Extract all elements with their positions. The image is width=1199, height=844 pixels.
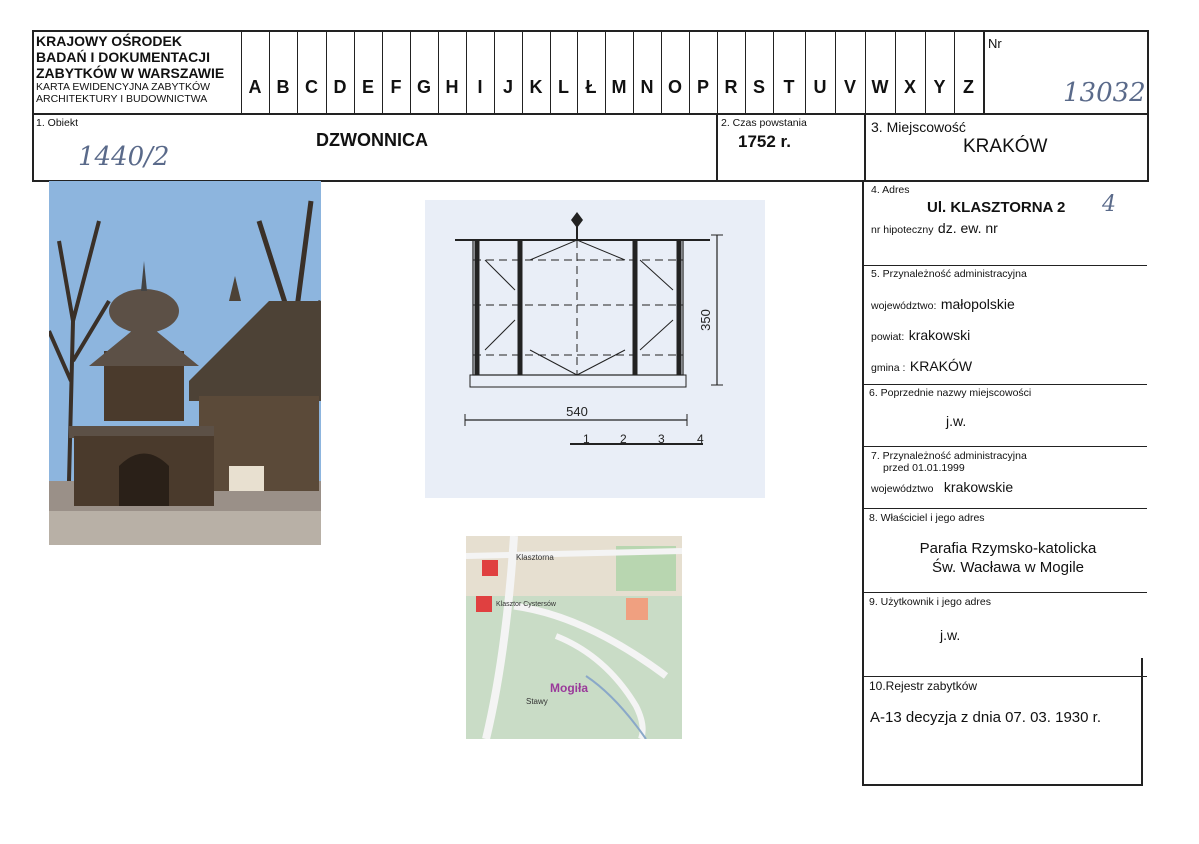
letter-divider bbox=[466, 30, 467, 114]
przynaleznosc-1999-sub: przed 01.01.1999 bbox=[883, 462, 965, 474]
letter-7: G bbox=[416, 77, 431, 97]
letter-23: W bbox=[871, 77, 889, 97]
sep-10 bbox=[862, 676, 1147, 677]
letter-4: D bbox=[333, 77, 347, 97]
letter-divider bbox=[382, 30, 383, 114]
letter-5: E bbox=[361, 77, 374, 97]
right-col-bottom-border bbox=[862, 784, 1143, 786]
poprzednie-value: j.w. bbox=[946, 413, 967, 429]
letter-1: A bbox=[248, 77, 262, 97]
letter-divider bbox=[835, 30, 836, 114]
wojewodztwo-1999-label: województwo bbox=[871, 483, 934, 495]
powiat-label: powiat: bbox=[871, 331, 905, 343]
przynaleznosc-label: 5. Przynależność administracyjna bbox=[871, 268, 1027, 280]
letter-divider bbox=[745, 30, 746, 114]
letter-divider bbox=[438, 30, 439, 114]
floor-plan-drawing bbox=[425, 200, 765, 498]
scale-3: 3 bbox=[658, 432, 665, 446]
map-street-label: Klasztorna bbox=[516, 553, 554, 562]
letter-divider bbox=[269, 30, 270, 114]
letter-10: J bbox=[502, 77, 513, 97]
letter-24: X bbox=[903, 77, 916, 97]
adres-value: Ul. KLASZTORNA 2 bbox=[927, 199, 1066, 216]
letter-6: F bbox=[390, 77, 402, 97]
letter-13: Ł bbox=[585, 77, 597, 97]
letter-divider bbox=[689, 30, 690, 114]
letter-divider bbox=[410, 30, 411, 114]
gmina-label: gmina : bbox=[871, 362, 906, 374]
hipoteczny-value: dz. ew. nr bbox=[937, 220, 998, 236]
letter-17: P bbox=[696, 77, 709, 97]
map-klasztor-label: Klasztor Cystersów bbox=[496, 601, 556, 608]
wlasciciel-line-1: Parafia Rzymsko-katolicka bbox=[919, 540, 1097, 557]
row1-divider-2 bbox=[864, 113, 866, 181]
letter-divider bbox=[494, 30, 495, 114]
right-col-right-border-bottom bbox=[1141, 658, 1143, 786]
miejscowosc-value: KRAKÓW bbox=[963, 136, 1048, 157]
letter-divider bbox=[805, 30, 806, 114]
letter-divider bbox=[326, 30, 327, 114]
scale-4: 4 bbox=[697, 432, 704, 446]
letter-18: R bbox=[724, 77, 738, 97]
letter-16: O bbox=[667, 77, 682, 97]
letter-divider bbox=[522, 30, 523, 114]
letter-2: B bbox=[276, 77, 290, 97]
letter-divider bbox=[717, 30, 718, 114]
letter-15: N bbox=[640, 77, 654, 97]
letter-divider bbox=[925, 30, 926, 114]
gmina-value: KRAKÓW bbox=[909, 358, 973, 374]
institution-block bbox=[36, 33, 241, 105]
subtitle-line-1: KARTA EWIDENCYJNA ZABYTKÓW bbox=[36, 81, 211, 93]
poprzednie-label: 6. Poprzednie nazwy miejscowości bbox=[869, 387, 1032, 399]
letter-19: S bbox=[752, 77, 765, 97]
czas-label: 2. Czas powstania bbox=[721, 117, 807, 129]
letter-divider bbox=[954, 30, 955, 114]
uzytkownik-label: 9. Użytkownik i jego adres bbox=[869, 596, 991, 608]
floor-plan-svg bbox=[425, 200, 765, 498]
letter-14: M bbox=[611, 77, 627, 97]
plan-width-dimension: 540 bbox=[566, 404, 588, 419]
wlasciciel-label: 8. Właściciel i jego adres bbox=[869, 512, 985, 524]
letter-divider bbox=[895, 30, 896, 114]
letter-divider bbox=[297, 30, 298, 114]
letter-26: Z bbox=[963, 77, 974, 97]
sep-7 bbox=[862, 446, 1147, 447]
obiekt-label: 1. Obiekt bbox=[36, 117, 79, 129]
sep-6 bbox=[862, 384, 1147, 385]
letter-11: K bbox=[529, 77, 543, 97]
letter-divider bbox=[633, 30, 634, 114]
adres-hand-number: 4 bbox=[1102, 192, 1116, 217]
powiat-value: krakowski bbox=[908, 327, 971, 343]
letter-divider bbox=[241, 30, 242, 114]
scale-2: 2 bbox=[620, 432, 627, 446]
letter-divider bbox=[550, 30, 551, 114]
nr-box-divider bbox=[983, 30, 985, 114]
rejestr-label: 10.Rejestr zabytków bbox=[869, 679, 978, 693]
letter-divider bbox=[577, 30, 578, 114]
header-top-border bbox=[32, 30, 1149, 32]
map-place-label: Mogiła bbox=[550, 681, 588, 695]
location-map bbox=[466, 536, 682, 739]
institution-line-3: ZABYTKÓW W WARSZAWIE bbox=[36, 65, 225, 81]
location-map-svg bbox=[466, 536, 682, 739]
letter-20: T bbox=[783, 77, 795, 97]
sep-8 bbox=[862, 508, 1147, 509]
obiekt-value: DZWONNICA bbox=[316, 130, 428, 150]
right-border-top bbox=[1147, 30, 1149, 182]
map-stawy-label: Stawy bbox=[526, 697, 548, 706]
plan-height-dimension: 350 bbox=[698, 309, 713, 331]
sep-5 bbox=[862, 265, 1147, 266]
belfry-photo-drawing bbox=[49, 181, 321, 545]
miejscowosc-label: 3. Miejscowość bbox=[871, 119, 966, 135]
letter-divider bbox=[773, 30, 774, 114]
letter-22: V bbox=[843, 77, 856, 97]
rejestr-value: A-13 decyzja z dnia 07. 03. 1930 r. bbox=[870, 709, 1101, 726]
institution-line-2: BADAŃ I DOKUMENTACJI bbox=[36, 49, 210, 65]
hipoteczny-label: nr hipoteczny bbox=[871, 224, 934, 236]
letter-divider bbox=[354, 30, 355, 114]
letter-divider bbox=[605, 30, 606, 114]
letter-12: L bbox=[558, 77, 569, 97]
obiekt-hand-number: 1440/2 bbox=[78, 142, 170, 172]
adres-label: 4. Adres bbox=[871, 184, 910, 196]
sep-9 bbox=[862, 592, 1147, 593]
scale-1: 1 bbox=[583, 432, 590, 446]
wojewodztwo-1999-value: krakowskie bbox=[943, 479, 1014, 495]
wojewodztwo-label: województwo: bbox=[871, 300, 937, 312]
subtitle-line-2: ARCHITEKTURY I BUDOWNICTWA bbox=[36, 93, 208, 105]
letter-divider bbox=[661, 30, 662, 114]
institution-line-1: KRAJOWY OŚRODEK bbox=[36, 33, 182, 49]
letter-divider bbox=[865, 30, 866, 114]
left-border bbox=[32, 30, 34, 182]
nr-value: 13032 bbox=[1063, 78, 1146, 108]
czas-value: 1752 r. bbox=[738, 132, 791, 151]
letter-25: Y bbox=[933, 77, 946, 97]
wojewodztwo-value: małopolskie bbox=[940, 296, 1015, 312]
nr-label: Nr bbox=[988, 36, 1002, 51]
letter-9: I bbox=[477, 77, 483, 97]
letter-8: H bbox=[445, 77, 459, 97]
wlasciciel-line-2: Św. Wacława w Mogile bbox=[932, 559, 1084, 576]
right-col-left-border bbox=[862, 181, 864, 785]
letter-3: C bbox=[305, 77, 318, 97]
header-bottom-border bbox=[32, 113, 1149, 115]
przynaleznosc-1999-label: 7. Przynależność administracyjna bbox=[871, 450, 1027, 462]
belfry-photo bbox=[49, 181, 321, 545]
uzytkownik-value: j.w. bbox=[940, 627, 961, 643]
letter-21: U bbox=[813, 77, 827, 97]
row1-divider-1 bbox=[716, 113, 718, 181]
